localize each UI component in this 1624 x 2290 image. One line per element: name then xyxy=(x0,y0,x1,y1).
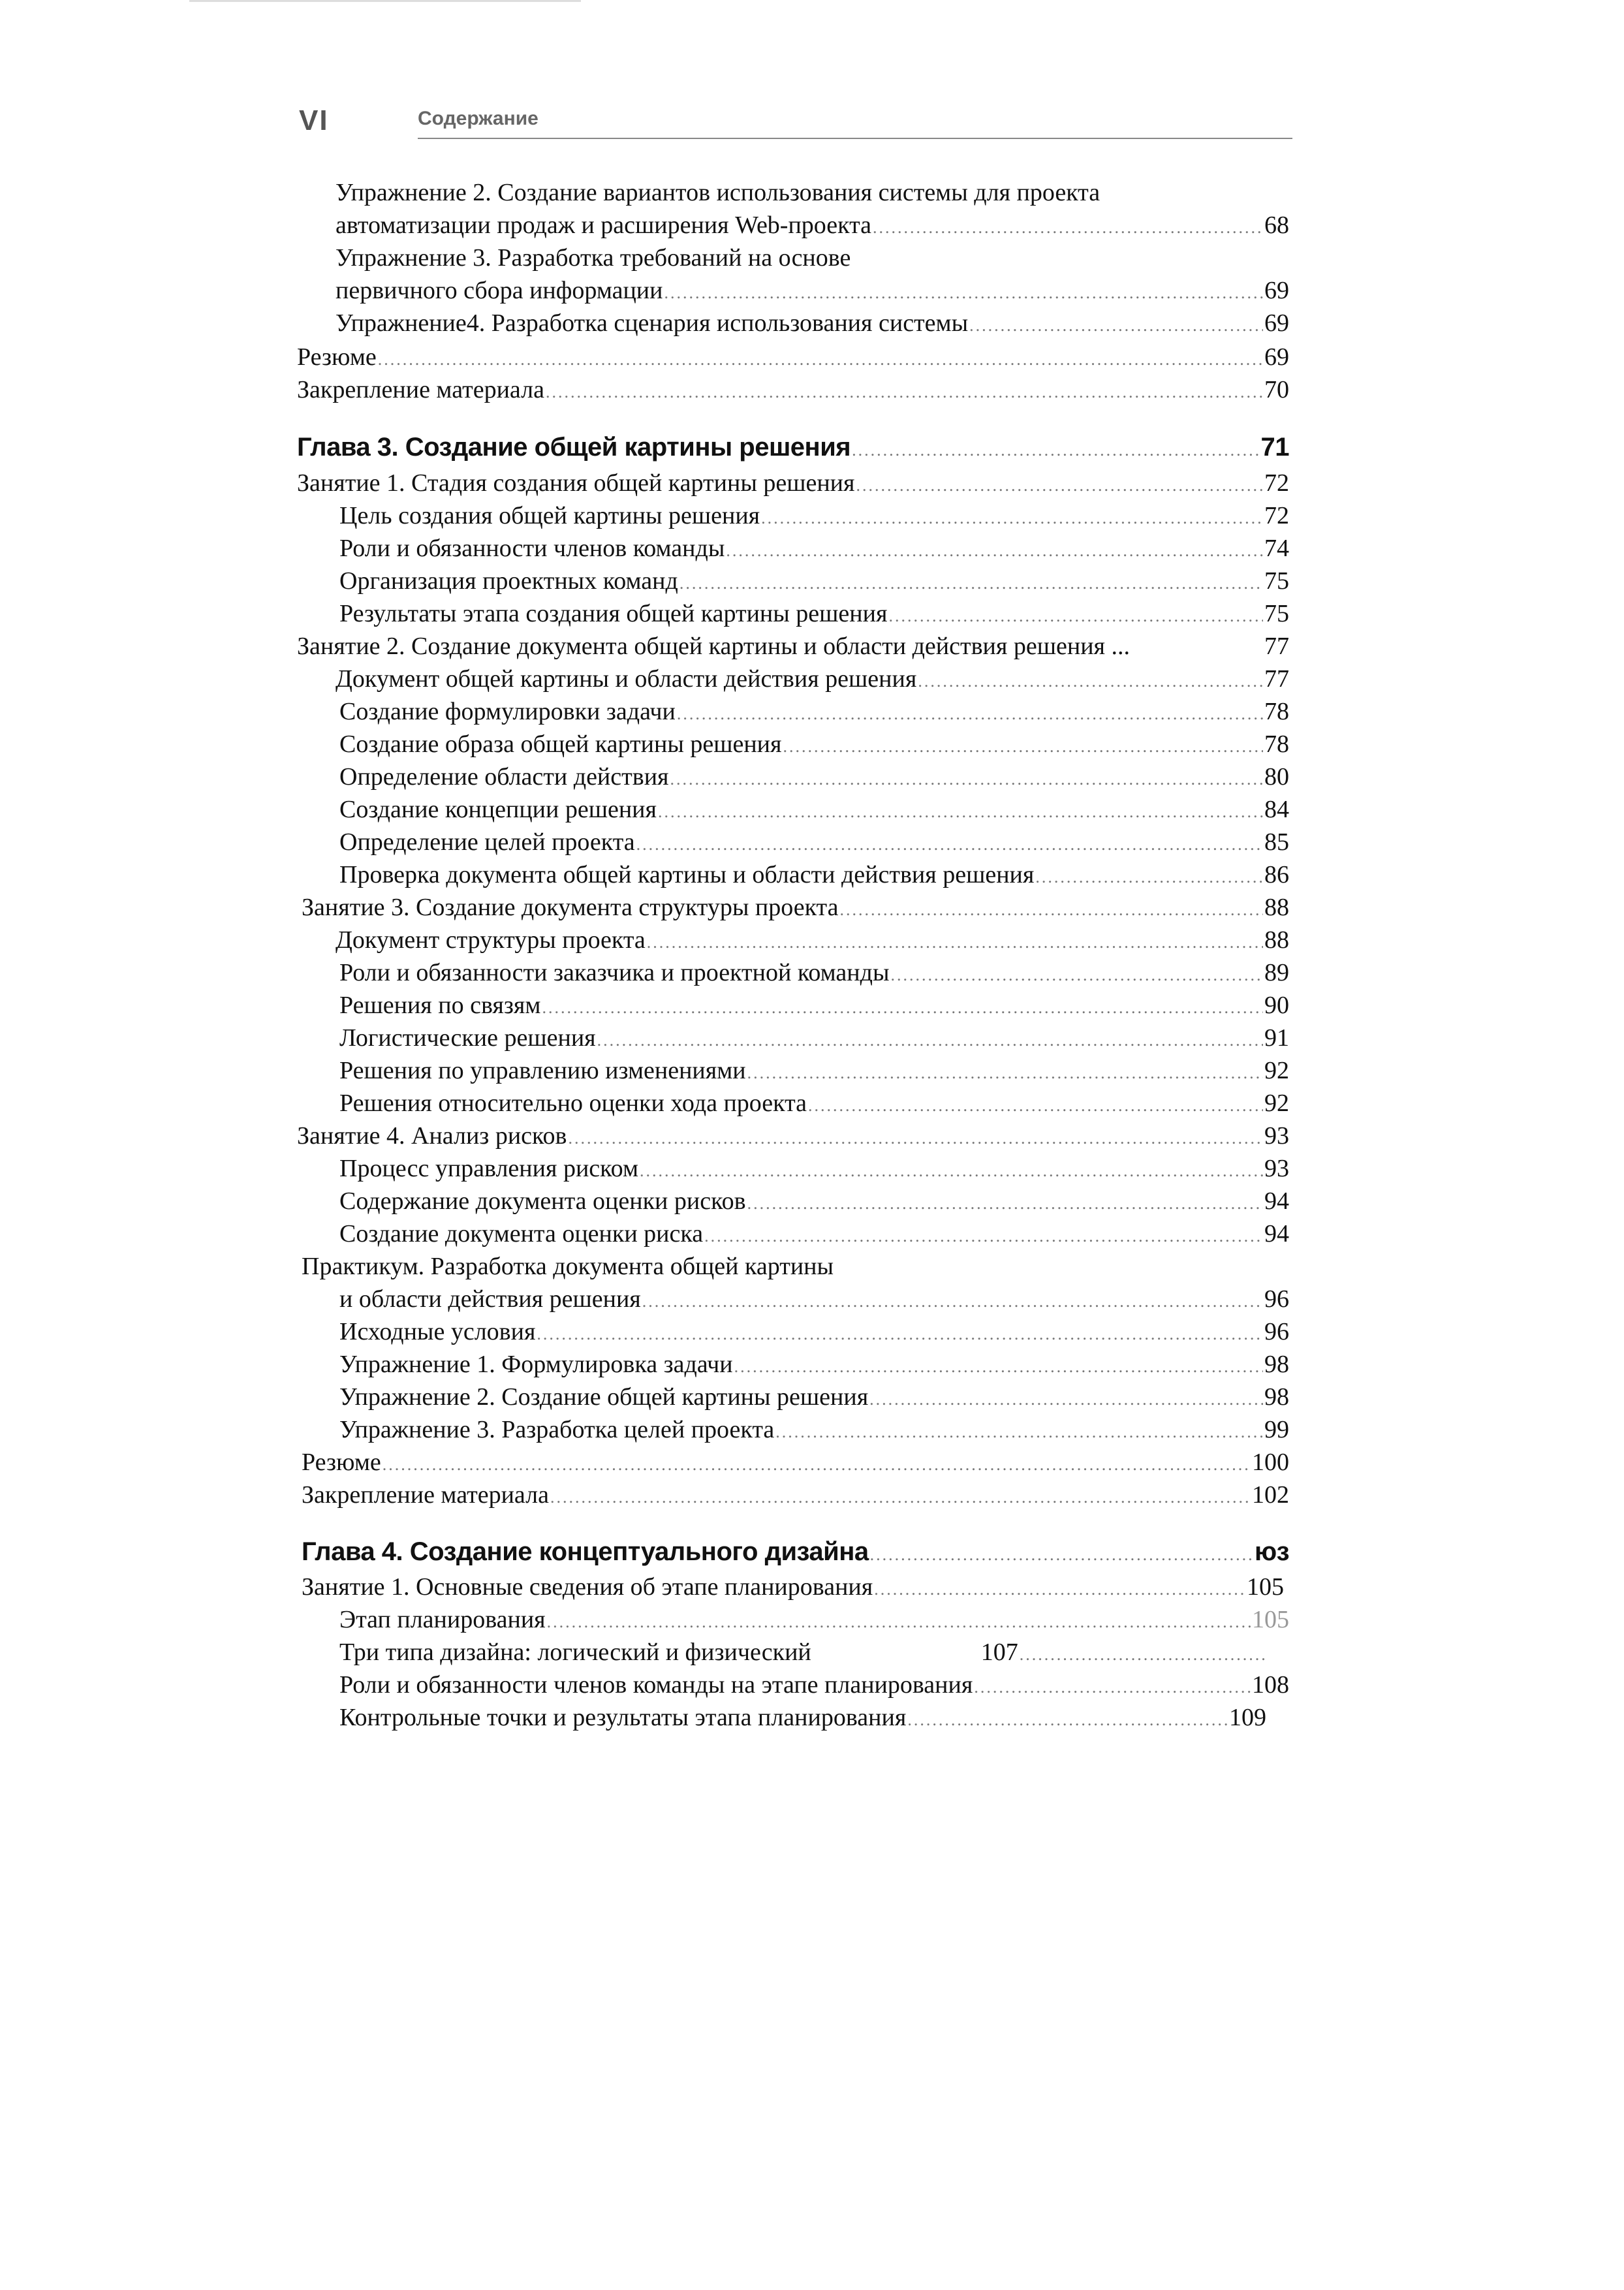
toc-entry-title: Документ структуры проекта xyxy=(336,926,646,954)
toc-entry-title: Решения относительно оценки хода проекта xyxy=(339,1090,807,1117)
leader-dots xyxy=(874,1573,1245,1606)
toc-entry[interactable] xyxy=(339,793,1289,828)
leader-dots xyxy=(890,959,1263,992)
toc-entry-page: 94 xyxy=(1264,1187,1289,1215)
leader-dots xyxy=(1020,1639,1265,1671)
toc-entry-page: 86 xyxy=(1264,861,1289,888)
toc-entry-title: Глава 3. Создание общей картины решения xyxy=(297,433,851,462)
toc-entry[interactable] xyxy=(302,1446,1289,1481)
page-number: VI xyxy=(299,104,329,136)
leader-dots xyxy=(856,469,1264,502)
leader-dots xyxy=(542,992,1263,1024)
toc-entry-title: Занятие 2. Создание документа общей картины и области действия решения ... xyxy=(297,633,1131,660)
leader-dots xyxy=(546,376,1263,409)
toc-entry[interactable] xyxy=(339,1054,1289,1090)
toc-entry-page: 75 xyxy=(1264,567,1289,595)
toc-entry-title: Создание концепции решения xyxy=(339,796,657,823)
toc-entry-title: Решения по управлению изменениями xyxy=(339,1057,746,1084)
toc-entry[interactable] xyxy=(336,307,1289,342)
toc-entry-title: Упражнение 3. Разработка требований на основе xyxy=(336,244,851,272)
leader-dots xyxy=(670,763,1263,796)
toc-entry-title: Определение целей проекта xyxy=(339,828,635,856)
toc-entry-page: 94 xyxy=(1264,1220,1289,1247)
toc-entry[interactable] xyxy=(339,956,1289,992)
leader-dots xyxy=(974,1671,1251,1704)
toc-entry-page: 105 xyxy=(1252,1606,1289,1633)
toc-entry-title: Упражнение 3. Разработка целей проекта xyxy=(339,1416,775,1443)
leader-dots xyxy=(1035,861,1263,894)
toc-entry-title: Роли и обязанности членов команды xyxy=(339,535,725,562)
toc-entry-title: Занятие 3. Создание документа структуры проекта xyxy=(302,894,839,921)
toc-entry-title: Занятие 1. Основные сведения об этапе планирования xyxy=(302,1573,873,1601)
toc-entry-page: юз xyxy=(1254,1537,1289,1566)
toc-entry-title: Роли и обязанности членов команды на этапе планирования xyxy=(339,1671,973,1699)
toc-entry-title: Организация проектных команд xyxy=(339,567,678,595)
toc-entry-page: 92 xyxy=(1264,1090,1289,1117)
toc-entry[interactable] xyxy=(302,1250,1289,1283)
toc-entry-title: Содержание документа оценки рисков xyxy=(339,1187,746,1215)
leader-dots xyxy=(869,1383,1263,1416)
toc-entry-page: 89 xyxy=(1264,959,1289,986)
toc-entry[interactable] xyxy=(336,663,1289,698)
toc-entry-title: Упражнение 1. Формулировка задачи xyxy=(339,1351,733,1378)
toc-entry[interactable] xyxy=(336,176,1289,209)
leader-dots xyxy=(870,1539,1253,1571)
leader-dots xyxy=(726,535,1263,567)
toc-entry-page: 71 xyxy=(1260,433,1289,462)
leader-dots xyxy=(907,1704,1228,1736)
toc-entry[interactable] xyxy=(297,630,1289,663)
toc-entry-title: первичного сбора информации xyxy=(336,277,663,304)
toc-entry-page: 88 xyxy=(1264,926,1289,954)
toc-entry-title: Закрепление материала xyxy=(302,1481,549,1509)
leader-dots xyxy=(704,1220,1263,1253)
toc-entry-page: 70 xyxy=(1264,376,1289,403)
toc-entry[interactable] xyxy=(336,242,1289,274)
toc-entry[interactable] xyxy=(339,1283,1289,1318)
toc-entry-page: 84 xyxy=(1264,796,1289,823)
toc-entry-title: Резюме xyxy=(302,1449,381,1476)
toc-entry-page: 69 xyxy=(1264,309,1289,337)
leader-dots xyxy=(888,600,1263,633)
toc-entry[interactable] xyxy=(336,274,1289,309)
leader-dots xyxy=(734,1351,1263,1383)
toc-entry[interactable] xyxy=(339,728,1289,763)
toc-entry[interactable] xyxy=(339,1185,1289,1220)
toc-entry-title: автоматизации продаж и расширения Web-проекта xyxy=(336,212,872,239)
toc-entry[interactable] xyxy=(339,1348,1289,1383)
toc-entry-page: 91 xyxy=(1264,1024,1289,1052)
toc-entry-page: 92 xyxy=(1264,1057,1289,1084)
toc-entry-page: 74 xyxy=(1264,535,1289,562)
toc-entry-title: Упражнение4. Разработка сценария использования системы xyxy=(336,309,969,337)
leader-dots xyxy=(747,1057,1263,1090)
toc-entry-page: 72 xyxy=(1264,502,1289,529)
toc-entry[interactable] xyxy=(336,924,1289,959)
toc-entry-title: Контрольные точки и результаты этапа планирования xyxy=(339,1704,907,1731)
leader-dots xyxy=(664,277,1263,309)
toc-entry-title: Процесс управления риском xyxy=(339,1155,639,1182)
toc-entry-title: Закрепление материала xyxy=(297,376,544,403)
toc-entry-title: Создание формулировки задачи xyxy=(339,698,676,725)
toc-entry-page: 108 xyxy=(1252,1671,1289,1699)
toc-entry[interactable] xyxy=(339,532,1289,567)
leader-dots xyxy=(547,1606,1251,1639)
toc-entry-page: 93 xyxy=(1264,1155,1289,1182)
toc-entry-page: 77 xyxy=(1264,633,1289,660)
leader-dots xyxy=(852,434,1259,467)
leader-dots xyxy=(679,567,1263,600)
toc-entry[interactable] xyxy=(339,1022,1289,1057)
toc-entry-page: 90 xyxy=(1264,992,1289,1019)
toc-entry-title: Логистические решения xyxy=(339,1024,596,1052)
toc-entry-page: 85 xyxy=(1264,828,1289,856)
leader-dots xyxy=(783,730,1264,763)
toc-entry[interactable] xyxy=(336,209,1289,244)
toc-entry[interactable] xyxy=(297,341,1289,376)
running-header-title: Содержание xyxy=(418,108,539,129)
toc-entry-page: 68 xyxy=(1264,212,1289,239)
toc-entry-title: Практикум. Разработка документа общей картины xyxy=(302,1253,834,1280)
toc-entry-page: 109 xyxy=(1229,1704,1266,1731)
leader-dots xyxy=(640,1155,1263,1187)
leader-dots xyxy=(918,665,1263,698)
toc-entry-page: 105 xyxy=(1247,1573,1284,1601)
toc-entry[interactable] xyxy=(339,761,1289,796)
toc-entry[interactable] xyxy=(339,826,1289,861)
leader-dots xyxy=(677,698,1263,730)
toc-entry-page: 100 xyxy=(1252,1449,1289,1476)
toc-chapter-4[interactable] xyxy=(302,1535,1289,1571)
toc-entry-page: 98 xyxy=(1264,1351,1289,1378)
toc-entry[interactable] xyxy=(339,1087,1289,1122)
toc-entry-title: Определение области действия xyxy=(339,763,669,791)
leader-dots xyxy=(808,1090,1263,1122)
leader-dots xyxy=(569,1122,1264,1155)
toc-entry-title: Упражнение 2. Создание вариантов использования системы для проекта xyxy=(336,179,1101,206)
header-divider xyxy=(418,138,1292,139)
leader-dots xyxy=(636,828,1263,861)
toc-entry[interactable] xyxy=(339,499,1289,535)
toc-entry-title: Занятие 1. Стадия создания общей картины решения xyxy=(297,469,855,497)
toc-entry[interactable] xyxy=(297,467,1289,502)
toc-entry-page: 69 xyxy=(1264,277,1289,304)
toc-entry-page: 88 xyxy=(1264,894,1289,921)
toc-entry[interactable] xyxy=(339,1315,1289,1351)
toc-entry-title: Глава 4. Создание концептуального дизайна xyxy=(302,1537,869,1566)
leader-dots xyxy=(873,212,1263,244)
toc-entry[interactable] xyxy=(297,1120,1289,1155)
toc-entry-page: 96 xyxy=(1264,1285,1289,1313)
toc-entry-title: Создание образа общей картины решения xyxy=(339,730,782,758)
toc-entry-title: Роли и обязанности заказчика и проектной команды xyxy=(339,959,890,986)
toc-entry[interactable] xyxy=(339,1152,1289,1187)
toc-entry-page: 77 xyxy=(1264,665,1289,693)
toc-entry-page: 98 xyxy=(1264,1383,1289,1411)
leader-dots xyxy=(747,1187,1263,1220)
toc-entry-title: Три типа дизайна: логический и физический xyxy=(339,1639,811,1666)
toc-chapter-3[interactable] xyxy=(297,431,1289,467)
toc-entry-title: и области действия решения xyxy=(339,1285,641,1313)
toc-entry-page: 96 xyxy=(1264,1318,1289,1345)
toc-entry-page: 99 xyxy=(1264,1416,1289,1443)
toc-entry[interactable] xyxy=(339,597,1289,633)
leader-dots xyxy=(537,1318,1263,1351)
leader-dots xyxy=(550,1481,1251,1514)
toc-entry-page: 69 xyxy=(1264,343,1289,371)
toc-entry-title: Результаты этапа создания общей картины решения xyxy=(339,600,888,627)
toc-entry-title: Цель создания общей картины решения xyxy=(339,502,760,529)
toc-entry-title: Создание документа оценки риска xyxy=(339,1220,704,1247)
toc-entry[interactable] xyxy=(302,891,1289,926)
toc-entry-title: Исходные условия xyxy=(339,1318,536,1345)
toc-entry-page: 93 xyxy=(1264,1122,1289,1150)
leader-dots xyxy=(642,1285,1263,1318)
leader-dots xyxy=(378,343,1263,376)
toc-entry[interactable] xyxy=(339,858,1289,894)
toc-entry-page: 102 xyxy=(1252,1481,1289,1509)
toc-entry[interactable] xyxy=(302,1571,1284,1606)
toc-entry-title: Решения по связям xyxy=(339,992,541,1019)
scan-edge-mark xyxy=(189,0,581,2)
leader-dots xyxy=(761,502,1263,535)
toc-entry-title: Резюме xyxy=(297,343,377,371)
leader-dots xyxy=(597,1024,1263,1057)
toc-entry-title: Занятие 4. Анализ рисков xyxy=(297,1122,567,1150)
toc-entry-title: Этап планирования xyxy=(339,1606,546,1633)
toc-entry-page: 75 xyxy=(1264,600,1289,627)
toc-entry[interactable] xyxy=(339,1413,1289,1449)
toc-entry[interactable] xyxy=(339,565,1289,600)
toc-entry[interactable] xyxy=(339,1701,1266,1736)
toc-entry[interactable] xyxy=(302,1479,1289,1514)
toc-entry-page: 80 xyxy=(1264,763,1289,791)
leader-dots xyxy=(839,894,1263,926)
toc-entry-page: 107 xyxy=(980,1639,1018,1666)
toc-entry-title: Упражнение 2. Создание общей картины решения xyxy=(339,1383,869,1411)
toc-entry[interactable] xyxy=(339,1217,1289,1253)
leader-dots xyxy=(383,1449,1251,1481)
toc-entry[interactable] xyxy=(297,373,1289,409)
leader-dots xyxy=(647,926,1263,959)
toc-entry[interactable] xyxy=(339,1603,1289,1639)
toc-entry-title: Документ общей картины и области действия решения xyxy=(336,665,917,693)
toc-entry-title: Проверка документа общей картины и области действия решения xyxy=(339,861,1035,888)
leader-dots xyxy=(969,309,1263,342)
toc-entry-page: 72 xyxy=(1264,469,1289,497)
leader-dots xyxy=(775,1416,1263,1449)
toc-entry[interactable] xyxy=(339,695,1289,730)
leader-dots xyxy=(658,796,1263,828)
toc-entry[interactable] xyxy=(339,1636,1266,1671)
toc-entry[interactable] xyxy=(339,989,1289,1024)
toc-entry[interactable] xyxy=(339,1669,1289,1704)
toc-entry-page: 78 xyxy=(1264,698,1289,725)
toc-entry-page: 78 xyxy=(1264,730,1289,758)
toc-entry[interactable] xyxy=(339,1381,1289,1416)
